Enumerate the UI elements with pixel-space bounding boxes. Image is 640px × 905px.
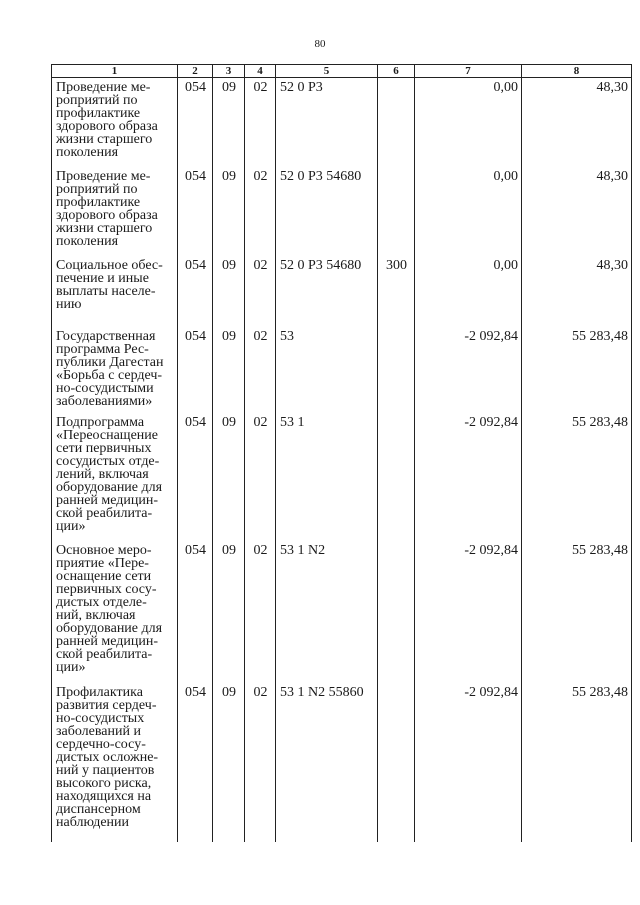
column-header: 7 bbox=[415, 65, 522, 78]
cell-section: 09 bbox=[213, 78, 245, 167]
cell-total-amount: 48,30 bbox=[522, 256, 632, 327]
table-row bbox=[52, 683, 632, 842]
column-header: 8 bbox=[522, 65, 632, 78]
cell-total-amount: 48,30 bbox=[522, 78, 632, 167]
row-name: Профилактика развития сердеч- но-сосудистых заболеваний и сердечно-сосу- дистых осложне- ний у пациентов высокого риска, находящихся на диспансерном наблюдении bbox=[52, 683, 178, 842]
cell-total-amount: 55 283,48 bbox=[522, 683, 632, 842]
cell-subsection: 02 bbox=[245, 541, 276, 683]
cell-section: 09 bbox=[213, 167, 245, 256]
table-row bbox=[52, 78, 632, 167]
cell-change-amount: -2 092,84 bbox=[415, 327, 522, 413]
cell-expense-type bbox=[378, 683, 415, 842]
cell-target-article: 53 1 bbox=[276, 413, 378, 541]
cell-section: 09 bbox=[213, 541, 245, 683]
cell-subsection: 02 bbox=[245, 413, 276, 541]
page-number: 80 bbox=[314, 38, 326, 50]
cell-admin-code: 054 bbox=[178, 683, 213, 842]
row-name: Проведение ме- роприятий по профилактике здорового образа жизни старшего поколения bbox=[52, 78, 178, 167]
table-body bbox=[52, 78, 632, 842]
cell-subsection: 02 bbox=[245, 78, 276, 167]
cell-admin-code: 054 bbox=[178, 256, 213, 327]
cell-expense-type bbox=[378, 327, 415, 413]
cell-expense-type: 300 bbox=[378, 256, 415, 327]
cell-change-amount: -2 092,84 bbox=[415, 541, 522, 683]
cell-target-article: 52 0 P3 54680 bbox=[276, 167, 378, 256]
cell-admin-code: 054 bbox=[178, 327, 213, 413]
cell-section: 09 bbox=[213, 413, 245, 541]
cell-change-amount: -2 092,84 bbox=[415, 683, 522, 842]
cell-change-amount: 0,00 bbox=[415, 256, 522, 327]
cell-target-article: 52 0 P3 bbox=[276, 78, 378, 167]
cell-subsection: 02 bbox=[245, 327, 276, 413]
cell-subsection: 02 bbox=[245, 167, 276, 256]
cell-admin-code: 054 bbox=[178, 167, 213, 256]
cell-target-article: 52 0 P3 54680 bbox=[276, 256, 378, 327]
row-name: Проведение ме- роприятий по профилактике здорового образа жизни старшего поколения bbox=[52, 167, 178, 256]
table-row bbox=[52, 413, 632, 541]
column-header: 3 bbox=[213, 65, 245, 78]
cell-admin-code: 054 bbox=[178, 541, 213, 683]
cell-total-amount: 55 283,48 bbox=[522, 327, 632, 413]
table-header-row bbox=[52, 65, 632, 78]
row-name: Социальное обес- печение и иные выплаты населе- нию bbox=[52, 256, 178, 327]
cell-section: 09 bbox=[213, 256, 245, 327]
cell-target-article: 53 1 N2 55860 bbox=[276, 683, 378, 842]
cell-change-amount: 0,00 bbox=[415, 78, 522, 167]
cell-expense-type bbox=[378, 413, 415, 541]
cell-expense-type bbox=[378, 167, 415, 256]
cell-target-article: 53 bbox=[276, 327, 378, 413]
table-row bbox=[52, 167, 632, 256]
cell-subsection: 02 bbox=[245, 256, 276, 327]
cell-expense-type bbox=[378, 78, 415, 167]
column-header: 1 bbox=[52, 65, 178, 78]
column-header: 2 bbox=[178, 65, 213, 78]
cell-target-article: 53 1 N2 bbox=[276, 541, 378, 683]
cell-change-amount: -2 092,84 bbox=[415, 413, 522, 541]
cell-admin-code: 054 bbox=[178, 78, 213, 167]
row-name: Подпрограмма «Переоснащение сети первичных сосудистых отде- лений, включая оборудование для ранней медицин- ской реабилита- ции» bbox=[52, 413, 178, 541]
cell-change-amount: 0,00 bbox=[415, 167, 522, 256]
column-header: 5 bbox=[276, 65, 378, 78]
cell-total-amount: 55 283,48 bbox=[522, 541, 632, 683]
cell-section: 09 bbox=[213, 327, 245, 413]
column-header: 6 bbox=[378, 65, 415, 78]
table-row bbox=[52, 541, 632, 683]
cell-section: 09 bbox=[213, 683, 245, 842]
budget-table bbox=[51, 64, 632, 842]
row-name: Основное меро- приятие «Пере- оснащение сети первичных сосу- дистых отделе- ний, включая оборудование для ранней медицин- ской реабилита- ции» bbox=[52, 541, 178, 683]
cell-expense-type bbox=[378, 541, 415, 683]
cell-total-amount: 55 283,48 bbox=[522, 413, 632, 541]
cell-subsection: 02 bbox=[245, 683, 276, 842]
table-row bbox=[52, 327, 632, 413]
column-header: 4 bbox=[245, 65, 276, 78]
cell-admin-code: 054 bbox=[178, 413, 213, 541]
row-name: Государственная программа Рес- публики Дагестан «Борьба с сердеч- но-сосудистыми заболеваниями» bbox=[52, 327, 178, 413]
cell-total-amount: 48,30 bbox=[522, 167, 632, 256]
table-row bbox=[52, 256, 632, 327]
